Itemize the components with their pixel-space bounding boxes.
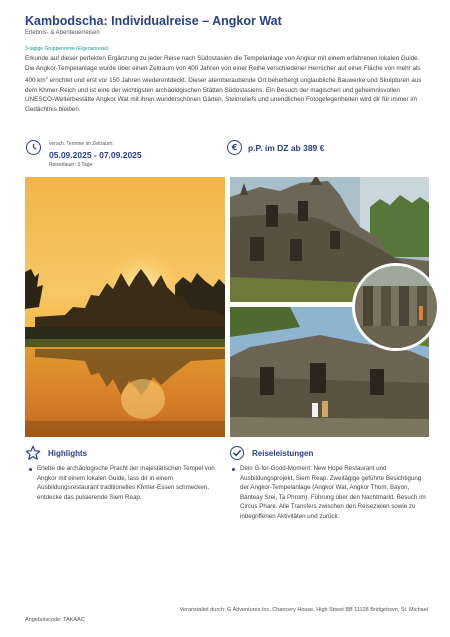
clock-icon bbox=[26, 140, 41, 155]
trip-duration: Reisedauer: 3 Tage bbox=[49, 162, 93, 168]
temple-corridor-inset-photo bbox=[352, 263, 440, 351]
euro-icon: € bbox=[227, 140, 242, 155]
offer-code: Angebotscode: TAKAAC bbox=[25, 617, 85, 623]
description-part-2: errichtet und erst vor 150 Jahren wiederentdeckt. Dieser atemberaubende Ort beherbergt unglaubliche Bauwerke und Skulpturen aus dem Khmer-Reich und ist eine der wichtigsten archäologischen Stätten Südostasiens. Ein Besuch der magischen und geheimnisvollen UNESCO-Welterbestätte Angkor Wat mit ihren wunderschönen Gärten, Steinreliefs und unendlichen Fotogelegenheiten wird dir für immer im Gedächtnis bleiben. bbox=[25, 77, 422, 114]
star-icon bbox=[25, 445, 41, 461]
highlights-heading: Highlights bbox=[48, 449, 88, 458]
services-item: Dein G-for-Good-Moment: New Hope Restaurant und Ausbildungsprojekt, Siem Reap. Zweitägige geführte Besichtigung der Angkor-Tempelanlage (Angkor Wat, Angkor Thom, Bayon, Banteay Srei, Ta Phrom). Führung über den Nachtmarkt. Besuch im Circus Phare. Alle Transfers zwischen den Reisezielen sowie zu inbegriffenen Aktivitäten und zurück. bbox=[240, 465, 426, 520]
organizer-info: Veranstaltet durch: G Adventures Inc. Chancery House, High Street BB 11128 Bridgetown, St. Michael bbox=[179, 607, 428, 613]
services-bullet bbox=[232, 468, 235, 471]
price: p.P. im DZ ab 389 € bbox=[248, 143, 325, 153]
page-title: Kambodscha: Individualreise – Angkor Wat bbox=[25, 14, 282, 28]
check-icon bbox=[230, 446, 244, 460]
description-superscript: 2 bbox=[45, 75, 48, 81]
services-heading: Reiseleistungen bbox=[252, 449, 314, 458]
date-range: 05.09.2025 - 07.09.2025 bbox=[49, 150, 142, 160]
highlights-item: Erlebe die archäologische Pracht der majestätischen Tempel von Angkor mit einem lokalen Guide, lass dir in einem Ausbildungsrestaurant traditionelles Khmer-Essen schmecken, entdecke das pulsierende Siem Reap. bbox=[37, 465, 215, 501]
trip-description bbox=[25, 54, 427, 115]
highlights-bullet bbox=[29, 468, 32, 471]
dates-label: versch. Termine im Zeitraum: bbox=[49, 141, 114, 147]
angkor-wat-sunrise-photo bbox=[25, 177, 225, 437]
trip-type-tag: 3-tägige Gruppenreise (Eigenanreise) bbox=[25, 46, 109, 52]
page-subtitle: Erlebnis- & Abenteuerreisen bbox=[25, 30, 100, 36]
description-part-1: Erkunde auf dieser perfekten Ergänzung zu jeder Reise nach Südostasien die Tempelanlage von Angkor mit einem erfahrenen lokalen Guide. Die Angkor-Tempelanlage wurde über einen Zeitraum von 400 Jahren von einer Reihe verschiedener Herrscher auf einer Fläche von mehr als 400 km bbox=[25, 55, 421, 85]
